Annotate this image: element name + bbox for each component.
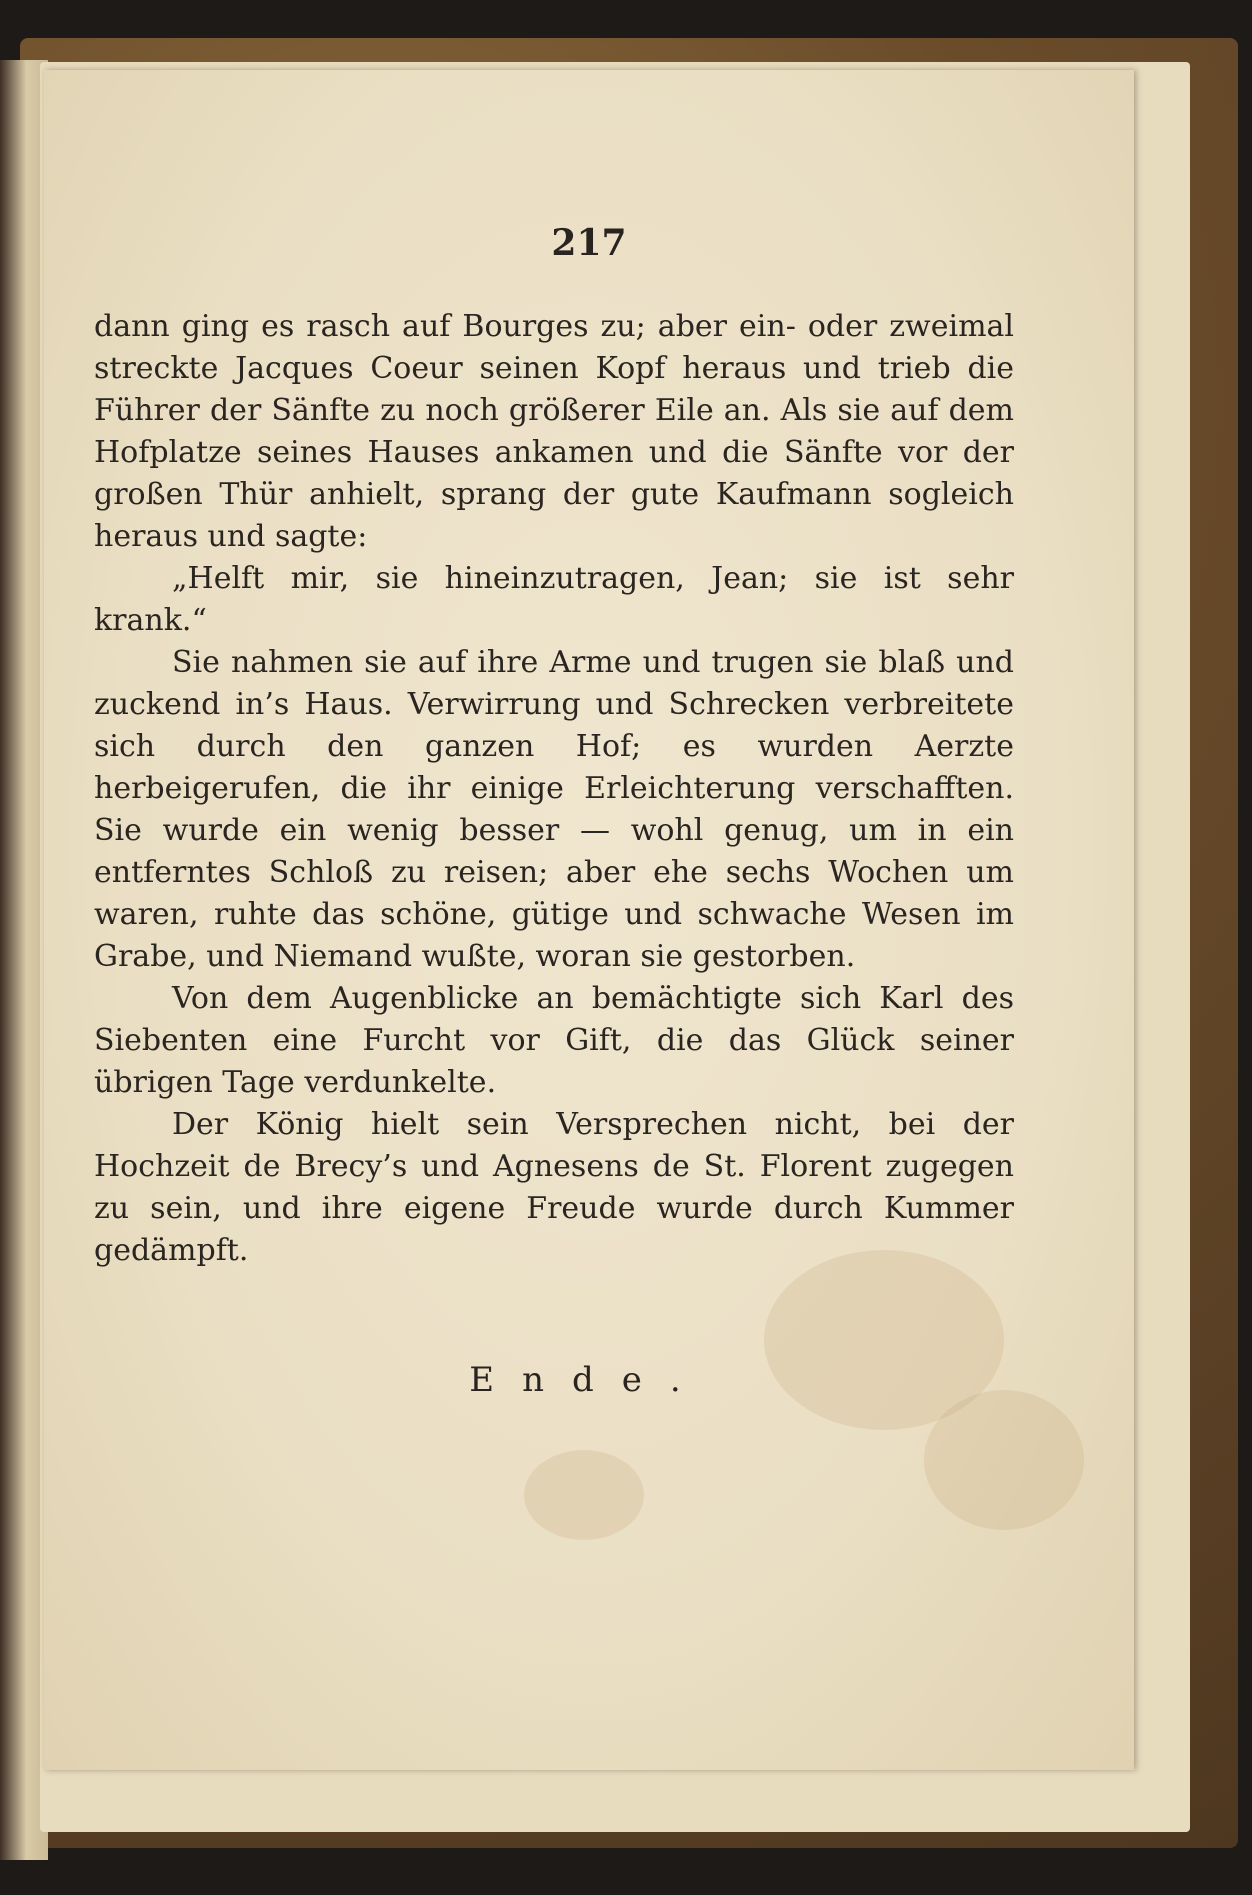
body-text bbox=[94, 306, 1014, 1272]
paragraph: „Helft mir, sie hineinzutragen, Jean; sie ist sehr krank.“ bbox=[94, 561, 1014, 638]
paper-stain bbox=[924, 1390, 1084, 1530]
paragraph: Der König hielt sein Versprechen nicht, bei der Hochzeit de Brecy’s und Agnesens de St. Florent zugegen zu sein, und ihre eigene Freude wurde durch Kummer gedämpft. bbox=[94, 1107, 1014, 1268]
paragraph: Sie nahmen sie auf ihre Arme und trugen sie blaß und zuckend in’s Haus. Verwirrung und Schrecken verbreitete sich durch den ganzen Hof; es wurden Aerzte herbeigerufen, die ihr einige Erleichterung verschafften. Sie wurde ein wenig besser — wohl genug, um in ein entferntes Schloß zu reisen; aber ehe sechs Wochen um waren, ruhte das schöne, gütige und schwache Wesen im Grabe, und Niemand wußte, woran sie gestorben. bbox=[94, 645, 1014, 974]
ending-mark: Ende. bbox=[469, 1360, 709, 1400]
book-page bbox=[44, 70, 1134, 1770]
paper-stain bbox=[524, 1450, 644, 1540]
paragraph: Von dem Augenblicke an bemächtigte sich Karl des Siebenten eine Furcht vor Gift, die das Glück seiner übrigen Tage verdunkelte. bbox=[94, 981, 1014, 1100]
paragraph: dann ging es rasch auf Bourges zu; aber ein- oder zweimal streckte Jacques Coeur seinen Kopf heraus und trieb die Führer der Sänfte zu noch größerer Eile an. Als sie auf dem Hofplatze seines Hauses ankamen und die Sänfte vor der großen Thür anhielt, sprang der gute Kaufmann sogleich heraus und sagte: bbox=[94, 309, 1014, 554]
page-number: 217 bbox=[551, 222, 627, 264]
